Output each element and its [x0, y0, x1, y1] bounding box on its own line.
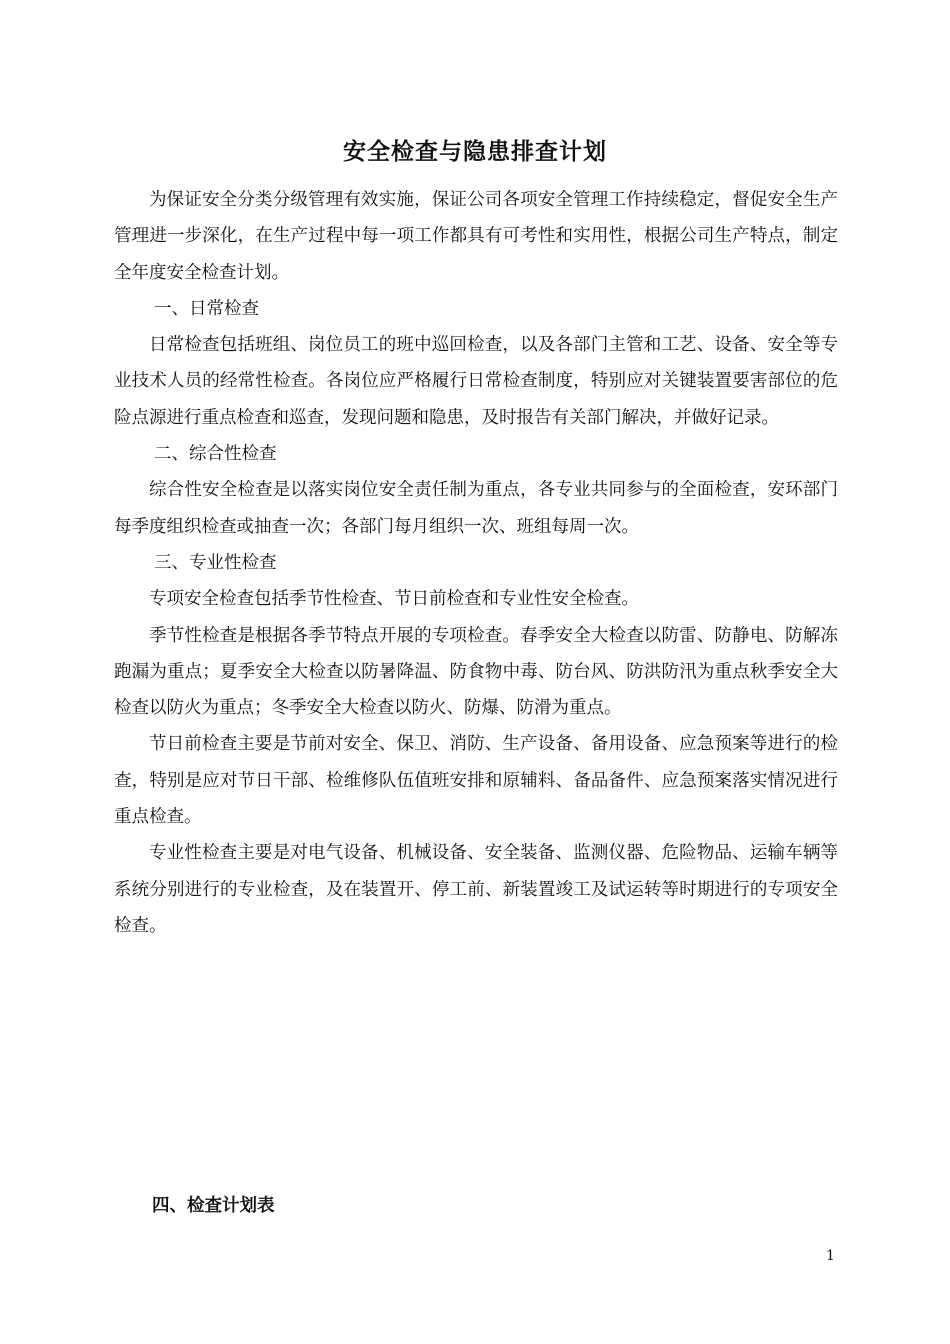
- section-heading-comprehensive-inspection: 二、综合性检查: [154, 444, 277, 465]
- document-title: 安全检查与隐患排查计划: [343, 138, 607, 165]
- professional-inspection-paragraph: 专业性检查主要是对电气设备、机械设备、安全装备、监测仪器、危险物品、运输车辆等系统分别进行的专业检查，及在装置开、停工前、新装置竣工及试运转等时期进行的专项安全检查。: [114, 843, 838, 936]
- section-heading-inspection-plan-table: 四、检查计划表: [152, 1196, 275, 1216]
- section-heading-daily-inspection: 一、日常检查: [154, 298, 259, 319]
- pre-holiday-inspection-paragraph: 节日前检查主要是节前对安全、保卫、消防、生产设备、备用设备、应急预案等进行的检查，特别是应对节日干部、检维修队伍值班安排和原辅料、备品备件、应急预案落实情况进行重点检查。: [114, 734, 838, 828]
- specialized-inspection-paragraph-1: 专项安全检查包括季节性检查、节日前检查和专业性安全检查。: [149, 589, 639, 610]
- intro-paragraph: 为保证安全分类分级管理有效实施，保证公司各项安全管理工作持续稳定，督促安全生产管理进一步深化，在生产过程中每一项工作都具有可考性和实用性，根据公司生产特点，制定全年度安全检查计划。: [114, 190, 838, 283]
- document-body: [114, 182, 838, 944]
- seasonal-inspection-paragraph: 季节性检查是根据各季节特点开展的专项检查。春季安全大检查以防雷、防静电、防解冻跑漏为重点；夏季安全大检查以防暑降温、防食物中毒、防台风、防洪防汛为重点秋季安全大检查以防火为重点；冬季安全大检查以防火、防爆、防滑为重点。: [114, 625, 838, 719]
- page-number: 1: [826, 1248, 835, 1264]
- daily-inspection-paragraph: 日常检查包括班组、岗位员工的班中巡回检查，以及各部门主管和工艺、设备、安全等专业技术人员的经常性检查。各岗位应严格履行日常检查制度，特别应对关键装置要害部位的危险点源进行重点检查和巡查，发现问题和隐患，及时报告有关部门解决，并做好记录。: [114, 335, 838, 428]
- section-heading-specialized-inspection: 三、专业性检查: [154, 552, 277, 573]
- comprehensive-inspection-paragraph: 综合性安全检查是以落实岗位安全责任制为重点，各专业共同参与的全面检查，安环部门每季度组织检查或抽查一次；各部门每月组织一次、班组每周一次。: [114, 480, 838, 537]
